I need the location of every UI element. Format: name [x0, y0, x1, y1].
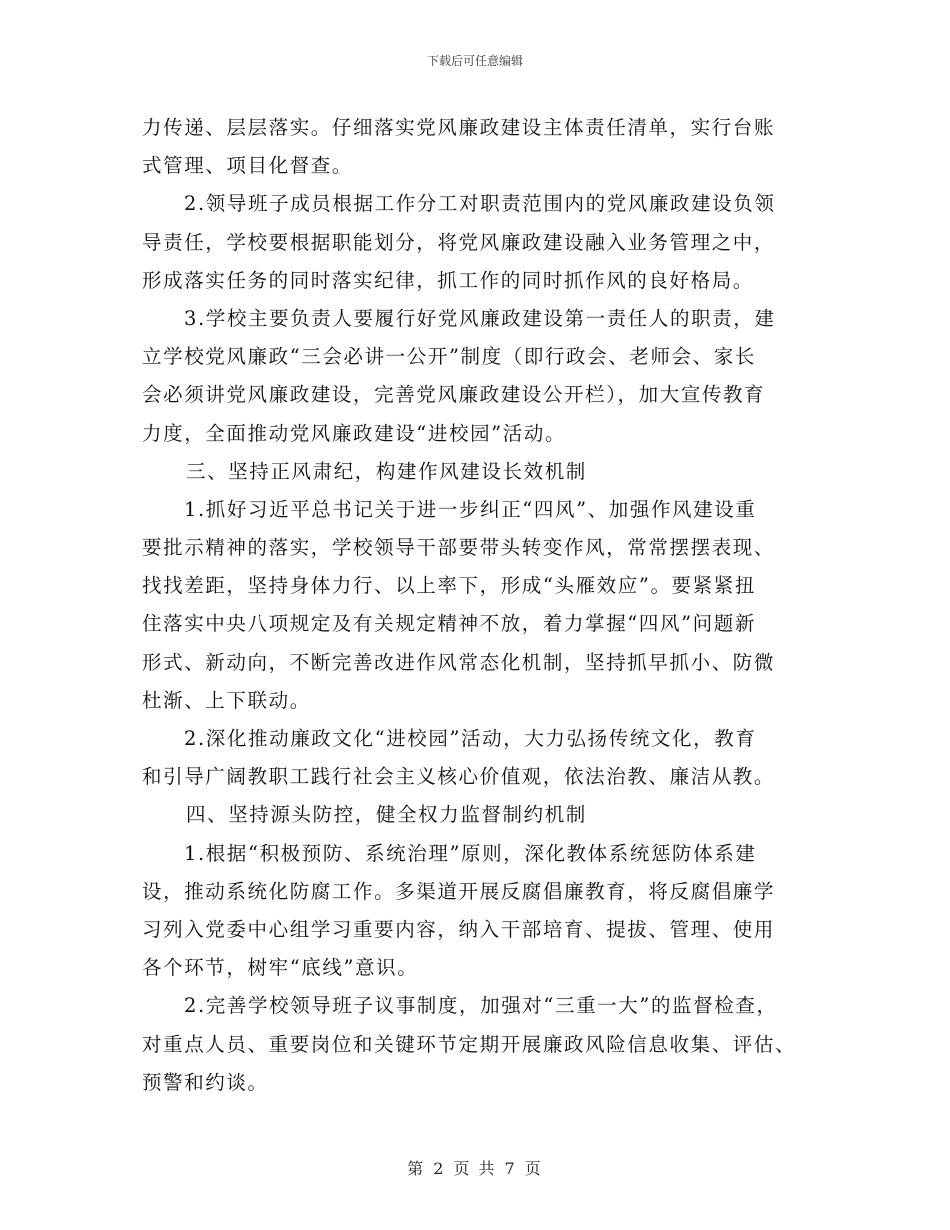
text-line: 立学校党风廉政“三会必讲一公开”制度（即行政会、老师会、家长 — [142, 345, 756, 369]
paragraph-first-line: 2.深化推动廉政文化“进校园”活动，大力弘扬传统文化，教育 — [184, 727, 757, 750]
text-line: 预警和约谈。 — [142, 1070, 269, 1094]
text-line: 住落实中央八项规定及有关规定精神不放，着力掌握“四风”问题新 — [142, 612, 756, 636]
text-line: 力传递、层层落实。仔细落实党风廉政建设主体责任清单，实行台账 — [142, 116, 776, 139]
body-text — [142, 109, 808, 1102]
text-line: 力度，全面推动党风廉政建设“进校园”活动。 — [142, 421, 567, 445]
text-line: 找找差距，坚持身体力行、以上率下，形成“头雁效应”。要紧紧扭 — [142, 574, 756, 598]
text-line: 会必须讲党风廉政建设，完善党风廉政建设公开栏），加大宣传教育 — [142, 383, 766, 407]
paragraph-first-line: 1.抓好习近平总书记关于进一步纠正“四风”、加强作风建设重 — [184, 497, 757, 521]
text-line: 形式、新动向，不断完善改进作风常态化机制，坚持抓早抓小、防微 — [142, 650, 776, 674]
text-line: 形成落实任务的同时落实纪律，抓工作的同时抓作风的良好格局。 — [142, 268, 754, 292]
current-page-number: 2 — [433, 1159, 446, 1178]
text-line: 设，推动系统化防腐工作。多渠道开展反腐倡廉教育，将反腐倡廉学 — [142, 879, 776, 903]
text-line: 要批示精神的落实，学校领导干部要带头转变作风，常常摆摆表现、 — [142, 536, 776, 560]
page-footer — [0, 1156, 950, 1179]
paragraph-first-line: 2.领导班子成员根据工作分工对职责范围内的党风廉政建设负领 — [184, 192, 776, 216]
text-line: 习列入党委中心组学习重要内容，纳入干部培育、提拔、管理、使用 — [142, 917, 776, 941]
header-note: 下载后可任意编辑 — [426, 54, 523, 68]
paragraph-first-line: 3.学校主要负责人要履行好党风廉政建设第一责任人的职责，建 — [184, 306, 776, 330]
footer-suffix: 页 — [524, 1159, 543, 1178]
paragraph-first-line: 2.完善学校领导班子议事制度，加强对“三重一大”的监督检查， — [184, 994, 778, 1018]
text-line: 式管理、项目化督查。 — [142, 154, 354, 178]
text-line: 各个环节，树牢“底线”意识。 — [142, 956, 419, 980]
text-line: 杜渐、上下联动。 — [142, 688, 311, 712]
paragraph-first-line: 1.根据“积极预防、系统治理”原则，深化教体系统惩防体系建 — [184, 841, 757, 865]
text-line: 导责任，学校要根据职能划分，将党风廉政建设融入业务管理之中， — [142, 230, 776, 254]
text-line: 和引导广阔教职工践行社会主义核心价值观，依法治教、廉洁从教。 — [142, 765, 776, 789]
footer-prefix: 第 — [407, 1159, 426, 1178]
footer-middle: 页 共 — [453, 1159, 497, 1178]
section-heading: 四、坚持源头防控，健全权力监督制约机制 — [186, 803, 587, 827]
section-heading: 三、坚持正风肃纪，构建作风建设长效机制 — [186, 459, 587, 483]
total-pages-number: 7 — [504, 1159, 517, 1178]
text-line: 对重点人员、重要岗位和关键环节定期开展廉政风险信息收集、评估、 — [142, 1032, 797, 1056]
